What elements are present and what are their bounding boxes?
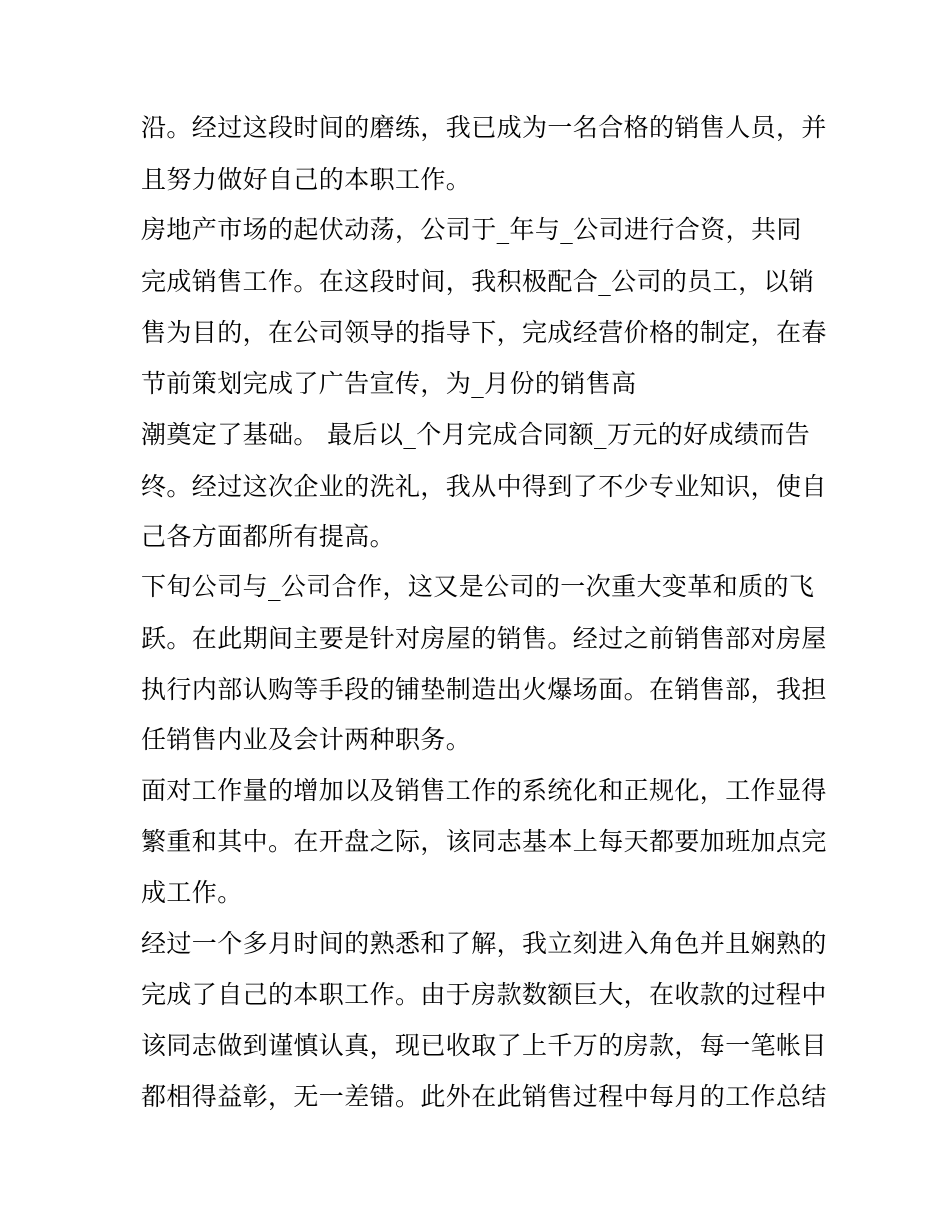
text-line: 售为目的，在公司领导的指导下，完成经营价格的制定，在春 [141,318,827,347]
text-line: 完成了自己的本职工作。由于房款数额巨大，在收款的过程中 [141,980,827,1009]
text-line: 潮奠定了基础。 最后以_个月完成合同额_万元的好成绩而告 [141,420,811,449]
text-line: 繁重和其中。在开盘之际，该同志基本上每天都要加班加点完 [141,827,827,856]
text-line: 完成销售工作。在这段时间，我积极配合_公司的员工，以销 [141,267,815,296]
text-line: 下旬公司与_公司合作，这又是公司的一次重大变革和质的飞 [141,572,815,601]
text-line: 任销售内业及会计两种职务。 [141,725,472,754]
text-line: 成工作。 [141,878,243,907]
text-line: 经过一个多月时间的熟悉和了解，我立刻进入角色并且娴熟的 [141,929,827,958]
text-line: 且努力做好自己的本职工作。 [141,165,472,194]
text-line: 房地产市场的起伏动荡，公司于_年与_公司进行合资，共同 [141,215,802,244]
text-line: 都相得益彰，无一差错。此外在此销售过程中每月的工作总结 [141,1082,827,1111]
text-line: 执行内部认购等手段的铺垫制造出火爆场面。在销售部，我担 [141,675,827,704]
text-line: 己各方面都所有提高。 [141,522,396,551]
text-line: 节前策划完成了广告宣传，为_月份的销售高 [141,369,637,398]
text-line: 面对工作量的增加以及销售工作的系统化和正规化，工作显得 [141,776,827,805]
text-line: 跃。在此期间主要是针对房屋的销售。经过之前销售部对房屋 [141,624,827,653]
text-line: 终。经过这次企业的洗礼，我从中得到了不少专业知识，使自 [141,472,827,501]
text-line: 沿。经过这段时间的磨练，我已成为一名合格的销售人员，并 [141,113,827,142]
text-line: 该同志做到谨慎认真，现已收取了上千万的房款，每一笔帐目 [141,1031,827,1060]
